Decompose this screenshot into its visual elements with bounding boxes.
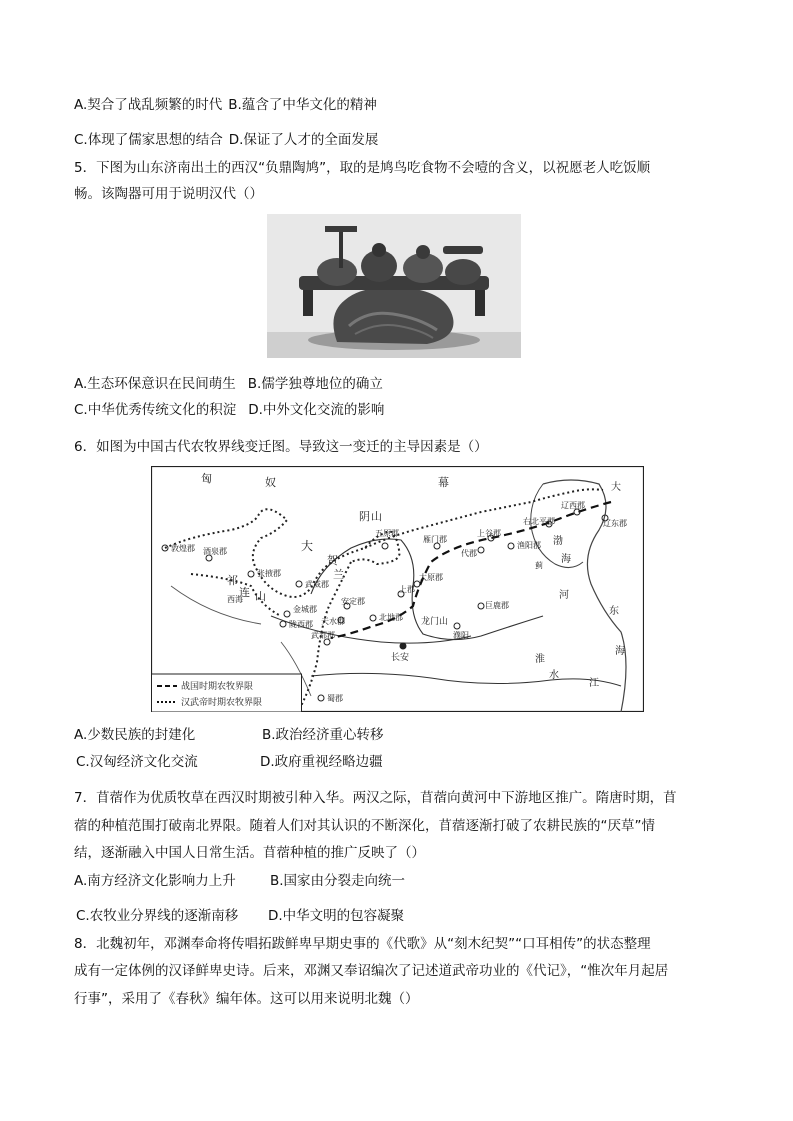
map-place: 酒泉郡 [203, 547, 227, 556]
map-label-yin: 阴 [359, 510, 370, 523]
q5-options-row-2 [74, 401, 384, 419]
pottery-photo [267, 214, 521, 358]
map-place: 濮阳 [453, 631, 469, 640]
q5-option-b: B.儒学独尊地位的确立 [247, 376, 383, 392]
q4-option-d: D.保证了人才的全面发展 [228, 132, 379, 148]
q7-stem-line-3: 结，逐渐融入中国人日常生活。苜蓿种植的推广反映了（） [74, 845, 425, 861]
q6-option-d: D.政府重视经略边疆 [260, 754, 383, 770]
q5-stem-line-2: 畅。该陶器可用于说明汉代（） [74, 186, 263, 202]
map-place: 蓟 [535, 561, 543, 570]
q7-option-a: A.南方经济文化影响力上升 [74, 873, 236, 889]
q7-option-b: B.国家由分裂走向统一 [270, 873, 406, 889]
map-place: 辽西郡 [561, 501, 585, 510]
q5-options-row-1 [74, 375, 383, 393]
map-label-da: 大 [301, 539, 314, 553]
map-place: 巨鹿郡 [485, 601, 509, 610]
q7-options-row-1 [74, 872, 405, 890]
map-label-mu: 幕 [438, 476, 449, 489]
map-label-qi: 祁 [227, 574, 238, 587]
q6-option-c: C.汉匈经济文化交流 [76, 754, 198, 770]
q5-option-d: D.中外文化交流的影响 [248, 402, 385, 418]
map-place: 武威郡 [305, 580, 329, 589]
q7-stem-line-2: 蓿的种植范围打破南北界限。随着人们对其认识的不断深化，苜蓿逐渐打破了农耕民族的“厌草”情 [74, 818, 655, 834]
map-label-jiang: 江 [589, 678, 599, 689]
map-label-shan: 山 [255, 590, 266, 603]
map-place: 蜀郡 [327, 694, 343, 703]
q8-stem-line-2: 成有一定体例的汉译鲜卑史诗。后来，邓渊又奉诏编次了记述道武帝功业的《代记》，“惟次年月起居 [74, 963, 669, 979]
map-place: 北地郡 [379, 613, 403, 622]
q5-stem-line-1: 5．下图为山东济南出土的西汉“负鼎陶鸠”，取的是鸠鸟吃食物不会噎的含义，以祝愿老人吃饭顺 [74, 160, 651, 176]
q7-option-d: D.中华文明的包容凝聚 [268, 908, 405, 924]
map-label-bo: 渤 [553, 536, 563, 547]
q4-options-row-2 [74, 131, 378, 149]
map-place: 右北平郡 [523, 517, 555, 526]
q4-option-b: B.蕴含了中华文化的精神 [228, 97, 377, 113]
map-legend-han-wudi: 汉武帝时期农牧界限 [181, 698, 263, 708]
map-place: 代郡 [461, 549, 477, 558]
map-place: 金城郡 [293, 605, 317, 614]
q6-stem: 6．如图为中国古代农牧界线变迁图。导致这一变迁的主导因素是（） [74, 439, 488, 455]
q7-option-c: C.农牧业分界线的逐渐南移 [76, 908, 239, 924]
map-label-da-2: 大 [611, 482, 621, 493]
map-place: 上郡 [399, 585, 415, 594]
q4-options-row-1 [74, 96, 377, 114]
map-place: 天水郡 [321, 617, 345, 626]
map-place: 龙门山 [421, 617, 449, 627]
map-legend-warring-states: 战国时期农牧界限 [181, 682, 254, 692]
map-place: 敦煌郡 [171, 544, 195, 553]
map-label-yinshan: 山 [371, 510, 382, 523]
q4-option-a: A.契合了战乱频繁的时代 [74, 97, 223, 113]
q7-options-row-2 [74, 907, 404, 925]
map-label-dong: 东 [609, 606, 619, 617]
q5-option-c: C.中华优秀传统文化的积淀 [74, 402, 237, 418]
farming-pastoral-boundary-map [151, 466, 644, 712]
map-label-lian: 连 [239, 586, 250, 599]
map-label-huai: 淮 [535, 654, 545, 665]
map-place: 雁门郡 [423, 535, 447, 544]
q6-options-row-2 [74, 753, 383, 771]
map-place: 渔阳郡 [517, 541, 541, 550]
map-label-he: 贺 [327, 554, 338, 567]
map-label-river-he: 河 [559, 590, 569, 601]
map-place: 长安 [391, 653, 410, 663]
q7-stem-line-1: 7．苜蓿作为优质牧草在西汉时期被引种入华。两汉之际，苜蓿向黄河中下游地区推广。隋唐时期，苜 [74, 790, 677, 806]
map-label-nu: 奴 [265, 476, 276, 489]
q6-options-row-1 [74, 726, 384, 744]
map-place: 辽东郡 [603, 519, 627, 528]
q8-stem-line-3: 行事”，采用了《春秋》编年体。这可以用来说明北魏（） [74, 991, 419, 1007]
map-place: 张掖郡 [257, 569, 281, 578]
map-place: 陇西郡 [289, 620, 313, 629]
map-place: 太原郡 [419, 573, 443, 582]
q8-stem-line-1: 8．北魏初年，邓渊奉命将传唱拓跋鲜卑早期史事的《代歌》从“刻木纪契”“口耳相传”的状态整理 [74, 936, 651, 952]
map-label-donghai: 海 [615, 646, 625, 657]
q5-option-a: A.生态环保意识在民间萌生 [74, 376, 236, 392]
map-label-xiong: 匈 [201, 472, 212, 485]
map-place: 安定郡 [341, 597, 365, 606]
q4-option-c: C.体现了儒家思想的结合 [74, 132, 223, 148]
map-label-lan: 兰 [333, 568, 344, 581]
map-label-huai-shui: 水 [549, 670, 559, 681]
q6-option-a: A.少数民族的封建化 [74, 727, 196, 743]
map-label-bohai: 海 [561, 554, 571, 565]
map-place: 上谷郡 [477, 529, 501, 538]
map-place: 武都郡 [311, 631, 335, 640]
map-place: 西海 [227, 595, 243, 604]
q6-option-b: B.政治经济重心转移 [262, 727, 384, 743]
map-place: 五原郡 [375, 529, 399, 538]
